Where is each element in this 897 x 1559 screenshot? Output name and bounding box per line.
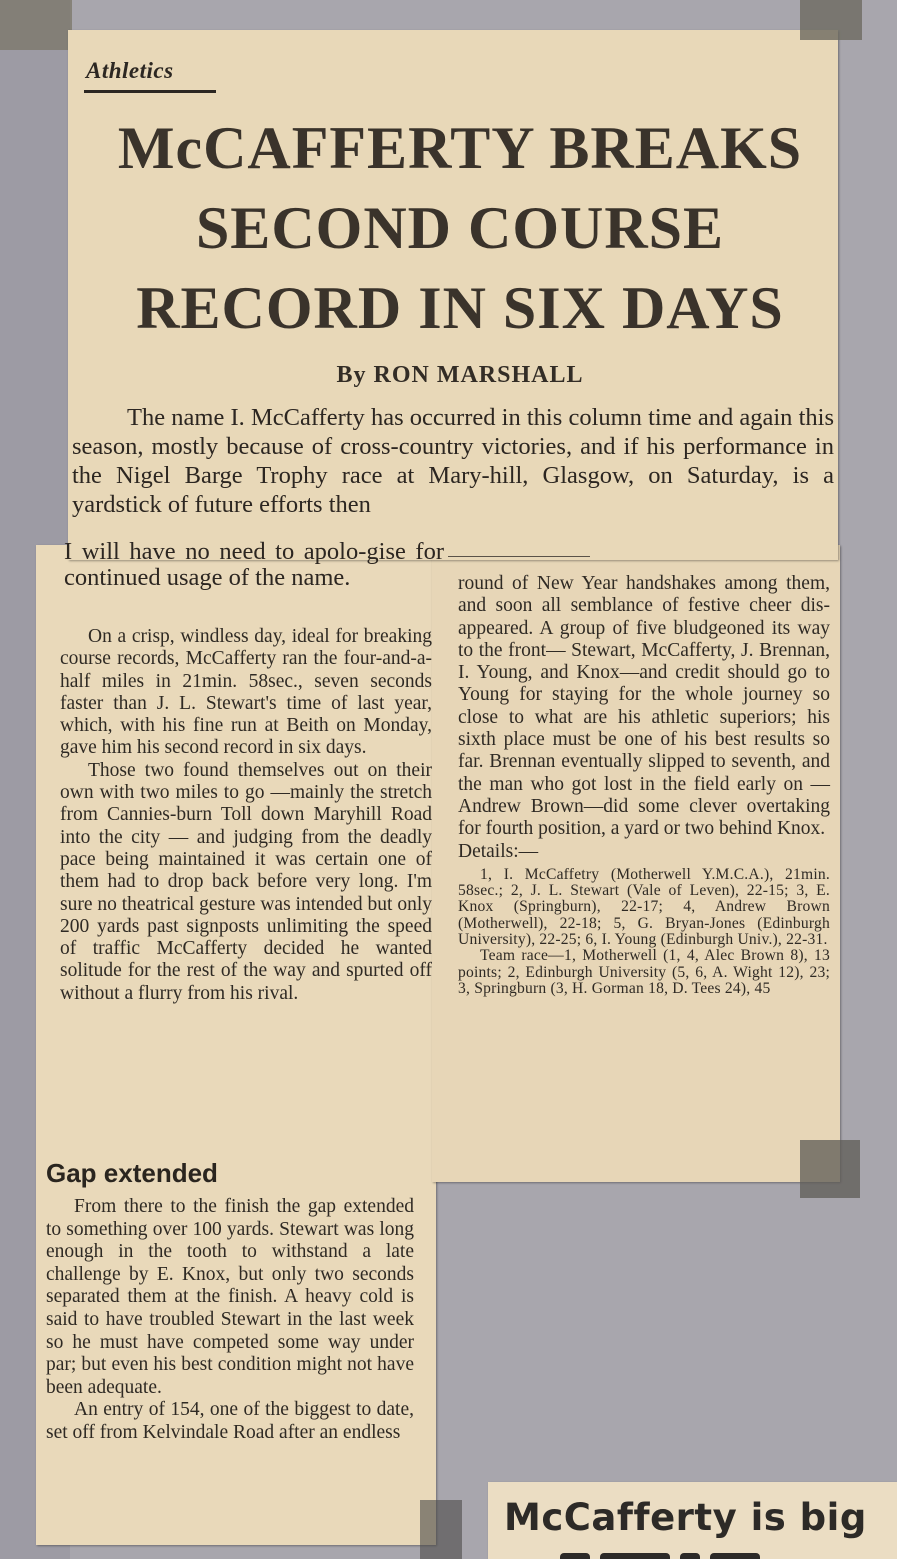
tape-residue-top-left <box>0 0 72 50</box>
paragraph: round of New Year handshakes among them, and soon all semblance of festive cheer dis-appeared. A group of five bludgeoned its way to the front— Stewart, McCafferty, J. Brennan, I. Young, and Knox—and credit should go to Young for staying for the whole journey so close to what are his athletic superiors; his sixth place must be one of his best results so far. Brennan eventually slipped to seventh, and the man who got lost in the field early on —Andrew Brown—did some clever overtaking for fourth position, a yard or two behind Knox. <box>458 573 830 840</box>
left-column-text <box>60 626 432 1005</box>
article-byline: By RON MARSHALL <box>336 362 584 388</box>
paragraph: On a crisp, windless day, ideal for breaking course records, McCafferty ran the four-and-a-half miles in 21min. 58sec., seven seconds faster than J. L. Stewart's time of last year, which, with his fine run at Beith on Monday, gave him his second record in six days. <box>60 626 432 759</box>
details-label: Details:— <box>458 840 539 862</box>
left-column-text-continued <box>46 1196 414 1445</box>
team-results: Team race—1, Motherwell (1, 4, Alec Brown 8), 13 points; 2, Edinburgh University (5, 6, A. Wight 12), 23; 3, Springburn (3, H. Gorman 18, D. Tees 24), 45 <box>458 947 830 997</box>
tape-residue-bottom <box>420 1500 462 1559</box>
lead-paragraph-continued: I will have no need to apolo-gise for continued usage of the name. <box>64 538 444 591</box>
tape-residue-right <box>800 1140 860 1198</box>
subheading: Gap extended <box>46 1158 218 1188</box>
paragraph: Those two found themselves out on their own with two miles to go —mainly the stretch from Cannies-burn Toll down Maryhill Road into the city — and judging from the deadly pace being maintained it was certain one of them had to drop back before very long. I'm sure no theatrical gesture was intended but only 200 yards past signposts unlimiting the speed of traffic McCafferty decided he wanted solitude for the rest of the way and spurted off without a flurry from his rival. <box>60 759 433 1004</box>
next-article-cut-text <box>560 1548 820 1559</box>
tape-residue-top-right <box>800 0 862 40</box>
article-headline: McCAFFERTY BREAKS SECOND COURSE RECORD IN SIX DAYS <box>117 115 803 341</box>
right-column-text <box>458 573 830 997</box>
paragraph: An entry of 154, one of the biggest to date, set off from Kelvindale Road after an endless <box>46 1399 414 1443</box>
individual-results: 1, I. McCaffetry (Motherwell Y.M.C.A.), 21min. 58sec.; 2, J. L. Stewart (Vale of Leven), 22-15; 3, E. Knox (Springburn), 22-17; 4, Andrew Brown (Motherwell), 22-18; 5, G. Bryan-Jones (Edinburgh University), 22-25; 6, I. Young (Edinburgh Univ.), 22-31. <box>458 865 830 949</box>
section-underline <box>84 90 216 93</box>
next-article-headline: McCafferty is big <box>504 1496 867 1539</box>
column-rule <box>448 556 590 557</box>
paragraph: From there to the finish the gap extended to something over 100 yards. Stewart was long enough in the tooth to withstand a late challenge by E. Knox, but only two seconds separated them at the finish. A heavy cold is said to have troubled Stewart in the last week so he must have competed some way under par; but even his best condition might not have been adequate. <box>46 1196 414 1398</box>
lead-paragraph: The name I. McCafferty has occurred in this column time and again this season, mostly because of cross-country victories, and if his performance in the Nigel Barge Trophy race at Mary-hill, Glasgow, on Saturday, is a yardstick of future efforts then <box>72 404 834 518</box>
section-label: Athletics <box>86 58 174 83</box>
race-results <box>458 867 830 997</box>
